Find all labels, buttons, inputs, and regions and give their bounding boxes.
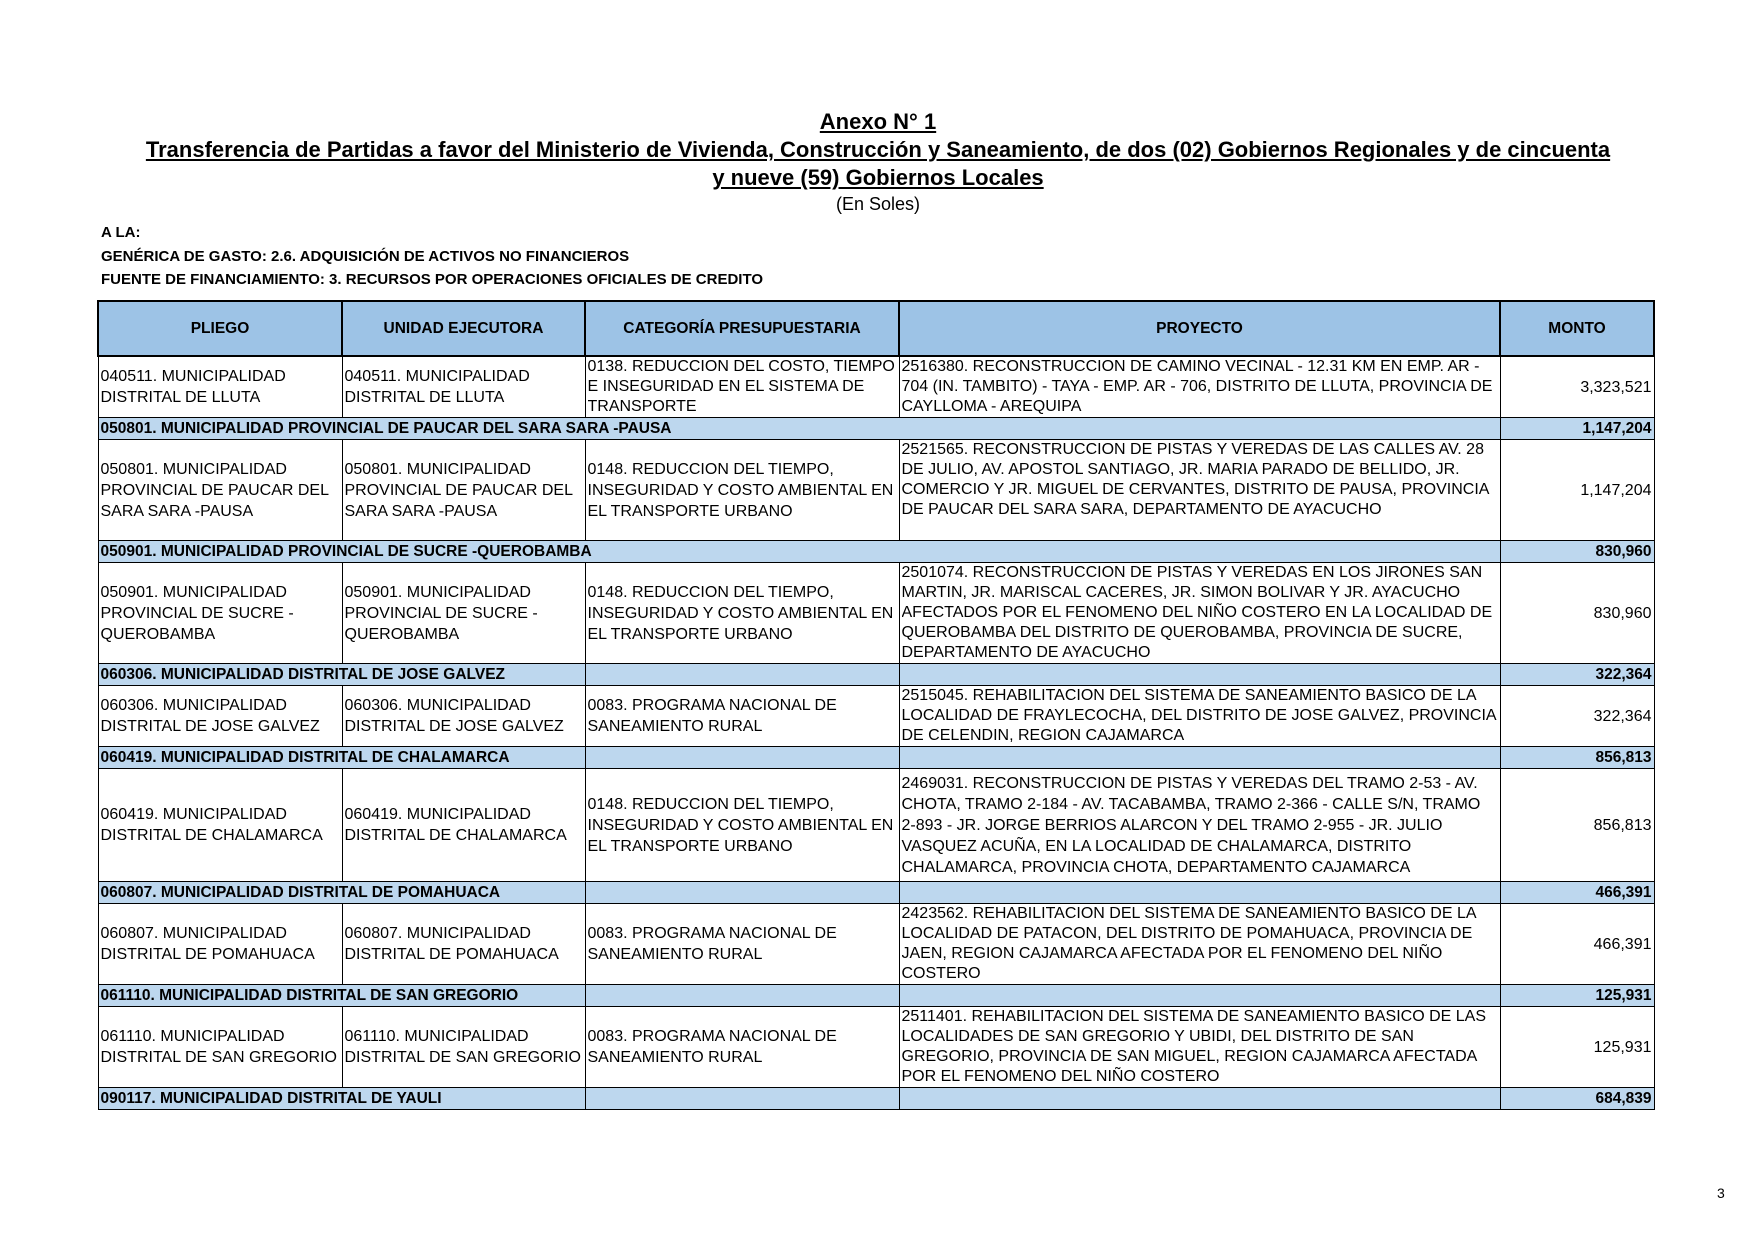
group-label: 060807. MUNICIPALIDAD DISTRITAL DE POMAHUACA <box>98 882 585 904</box>
group-empty-cell <box>585 747 899 769</box>
col-header-monto: MONTO <box>1500 301 1654 356</box>
proyecto-cell <box>899 563 1500 664</box>
pliego-cell: 061110. MUNICIPALIDAD DISTRITAL DE SAN GREGORIO <box>98 1007 342 1088</box>
group-label: 061110. MUNICIPALIDAD DISTRITAL DE SAN GREGORIO <box>98 985 585 1007</box>
pliego-cell: 050801. MUNICIPALIDAD PROVINCIAL DE PAUCAR DEL SARA SARA -PAUSA <box>98 440 342 541</box>
group-row <box>98 747 1654 769</box>
unidad-cell: 060807. MUNICIPALIDAD DISTRITAL DE POMAHUACA <box>342 904 585 985</box>
group-monto: 322,364 <box>1500 664 1654 686</box>
currency-note: (En Soles) <box>835 194 921 214</box>
monto-cell: 856,813 <box>1500 769 1654 882</box>
proyecto-cell <box>899 356 1500 418</box>
monto-cell: 3,323,521 <box>1500 356 1654 418</box>
group-label: 060419. MUNICIPALIDAD DISTRITAL DE CHALAMARCA <box>98 747 585 769</box>
col-header-pliego: PLIEGO <box>98 301 342 356</box>
group-row <box>98 418 1654 440</box>
budget-meta <box>101 221 763 292</box>
group-row <box>98 664 1654 686</box>
fuente-de-financiamiento: FUENTE DE FINANCIAMIENTO: 3. RECURSOS POR OPERACIONES OFICIALES DE CREDITO <box>101 271 764 288</box>
document-title <box>98 108 1658 216</box>
title-line-2: y nueve (59) Gobiernos Locales <box>712 165 1044 190</box>
group-empty-cell <box>585 1088 899 1110</box>
group-row <box>98 882 1654 904</box>
proyecto-text: 2501074. RECONSTRUCCION DE PISTAS Y VEREDAS EN LOS JIRONES SAN MARTIN, JR. MARISCAL CACERES, JR. SIMON BOLIVAR Y JR. AYACUCHO AFECTADOS POR EL FENOMENO DEL NIÑO COSTERO EN LA LOCALIDAD DE QUEROBAMBA DEL DISTRITO DE QUEROBAMBA, PROVINCIA DE SUCRE, DEPARTAMENTO DE AYACUCHO <box>901 564 1493 661</box>
proyecto-text: 2423562. REHABILITACION DEL SISTEMA DE SANEAMIENTO BASICO DE LA LOCALIDAD DE PATACON, DEL DISTRITO DE POMAHUACA, PROVINCIA DE JAEN, REGION CAJAMARCA AFECTADA POR EL FENOMENO DEL NIÑO COSTERO <box>901 905 1476 982</box>
categoria-text: 0138. REDUCCION DEL COSTO, TIEMPO E INSEGURIDAD EN EL SISTEMA DE TRANSPORTE <box>587 358 895 415</box>
group-monto: 856,813 <box>1500 747 1654 769</box>
categoria-cell: 0148. REDUCCION DEL TIEMPO, INSEGURIDAD Y COSTO AMBIENTAL EN EL TRANSPORTE URBANO <box>585 563 899 664</box>
group-label: 050901. MUNICIPALIDAD PROVINCIAL DE SUCRE -QUEROBAMBA <box>98 541 1500 563</box>
categoria-cell <box>585 356 899 418</box>
proyecto-text: 2521565. RECONSTRUCCION DE PISTAS Y VEREDAS DE LAS CALLES AV. 28 DE JULIO, AV. APOSTOL SANTIAGO, JR. MARIA PARADO DE BELLIDO, JR. COMERCIO Y JR. MIGUEL DE CERVANTES, DISTRITO DE PAUSA, PROVINCIA DE PAUCAR DEL SARA SARA, DEPARTAMENTO DE AYACUCHO <box>901 441 1489 518</box>
table-row <box>98 563 1654 664</box>
proyecto-text: 2515045. REHABILITACION DEL SISTEMA DE SANEAMIENTO BASICO DE LA LOCALIDAD DE FRAYLECOCHA, DEL DISTRITO DE JOSE GALVEZ, PROVINCIA DE CELENDIN, REGION CAJAMARCA <box>901 687 1496 744</box>
unidad-cell: 060306. MUNICIPALIDAD DISTRITAL DE JOSE GALVEZ <box>342 686 585 747</box>
monto-cell: 125,931 <box>1500 1007 1654 1088</box>
group-label: 050801. MUNICIPALIDAD PROVINCIAL DE PAUCAR DEL SARA SARA -PAUSA <box>98 418 1500 440</box>
group-label: 060306. MUNICIPALIDAD DISTRITAL DE JOSE GALVEZ <box>98 664 585 686</box>
col-header-unidad-ejecutora: UNIDAD EJECUTORA <box>342 301 585 356</box>
proyecto-cell <box>899 904 1500 985</box>
group-empty-cell <box>899 664 1500 686</box>
title-line-1: Transferencia de Partidas a favor del Ministerio de Vivienda, Construcción y Saneamiento, de dos (02) Gobiernos Regionales y de cincuenta <box>145 137 1611 162</box>
unidad-cell: 040511. MUNICIPALIDAD DISTRITAL DE LLUTA <box>342 356 585 418</box>
table-row <box>98 686 1654 747</box>
pliego-cell: 050901. MUNICIPALIDAD PROVINCIAL DE SUCRE - QUEROBAMBA <box>98 563 342 664</box>
table-row <box>98 1007 1654 1088</box>
group-monto: 1,147,204 <box>1500 418 1654 440</box>
proyecto-cell <box>899 1007 1500 1088</box>
table-row <box>98 440 1654 541</box>
categoria-cell: 0148. REDUCCION DEL TIEMPO, INSEGURIDAD Y COSTO AMBIENTAL EN EL TRANSPORTE URBANO <box>585 440 899 541</box>
group-label: 090117. MUNICIPALIDAD DISTRITAL DE YAULI <box>98 1088 585 1110</box>
unidad-cell: 050901. MUNICIPALIDAD PROVINCIAL DE SUCRE - QUEROBAMBA <box>342 563 585 664</box>
group-empty-cell <box>585 664 899 686</box>
col-header-categoria: CATEGORÍA PRESUPUESTARIA <box>585 301 899 356</box>
proyecto-cell: 2469031. RECONSTRUCCION DE PISTAS Y VEREDAS DEL TRAMO 2-53 - AV. CHOTA, TRAMO 2-184 - AV. TACABAMBA, TRAMO 2-366 - CALLE S/N, TRAMO 2-893 - JR. JORGE BERRIOS ALARCON Y DEL TRAMO 2-955 - JR. JULIO VASQUEZ ACUÑA, EN LA LOCALIDAD DE CHALAMARCA, DISTRITO CHALAMARCA, PROVINCIA CHOTA, DEPARTAMENTO CAJAMARCA <box>899 769 1500 882</box>
generica-de-gasto: GENÉRICA DE GASTO: 2.6. ADQUISICIÓN DE ACTIVOS NO FINANCIEROS <box>101 247 630 265</box>
proyecto-cell <box>899 686 1500 747</box>
categoria-cell: 0083. PROGRAMA NACIONAL DE SANEAMIENTO RURAL <box>585 686 899 747</box>
table-row <box>98 769 1654 882</box>
transfer-table <box>97 300 1655 1110</box>
group-row <box>98 985 1654 1007</box>
group-empty-cell <box>899 747 1500 769</box>
group-monto: 125,931 <box>1500 985 1654 1007</box>
group-empty-cell <box>585 882 899 904</box>
pliego-cell: 040511. MUNICIPALIDAD DISTRITAL DE LLUTA <box>98 356 342 418</box>
unidad-cell: 060419. MUNICIPALIDAD DISTRITAL DE CHALAMARCA <box>342 769 585 882</box>
proyecto-cell <box>899 440 1500 541</box>
group-empty-cell <box>585 985 899 1007</box>
monto-cell: 322,364 <box>1500 686 1654 747</box>
monto-cell: 1,147,204 <box>1500 440 1654 541</box>
a-la-label: A LA: <box>101 224 141 241</box>
proyecto-text: 2511401. REHABILITACION DEL SISTEMA DE SANEAMIENTO BASICO DE LAS LOCALIDADES DE SAN GREGORIO Y UBIDI, DEL DISTRITO DE SAN GREGORIO, PROVINCIA DE SAN MIGUEL, REGION CAJAMARCA AFECTADA POR EL FENOMENO DEL NIÑO COSTERO <box>901 1008 1486 1085</box>
categoria-cell: 0083. PROGRAMA NACIONAL DE SANEAMIENTO RURAL <box>585 904 899 985</box>
annex-title: Anexo N° 1 <box>819 109 937 134</box>
page-number: 3 <box>1717 1185 1725 1201</box>
unidad-cell: 061110. MUNICIPALIDAD DISTRITAL DE SAN GREGORIO <box>342 1007 585 1088</box>
monto-cell: 830,960 <box>1500 563 1654 664</box>
categoria-cell: 0148. REDUCCION DEL TIEMPO, INSEGURIDAD Y COSTO AMBIENTAL EN EL TRANSPORTE URBANO <box>585 769 899 882</box>
unidad-cell: 050801. MUNICIPALIDAD PROVINCIAL DE PAUCAR DEL SARA SARA -PAUSA <box>342 440 585 541</box>
group-monto: 466,391 <box>1500 882 1654 904</box>
table-row <box>98 904 1654 985</box>
table-header-row <box>98 301 1654 356</box>
group-monto: 830,960 <box>1500 541 1654 563</box>
group-empty-cell <box>899 1088 1500 1110</box>
group-empty-cell <box>899 985 1500 1007</box>
proyecto-text: 2516380. RECONSTRUCCION DE CAMINO VECINAL - 12.31 KM EN EMP. AR - 704 (IN. TAMBITO) - TAYA - EMP. AR - 706, DISTRITO DE LLUTA, PROVINCIA DE CAYLLOMA - AREQUIPA <box>901 358 1493 415</box>
pliego-cell: 060419. MUNICIPALIDAD DISTRITAL DE CHALAMARCA <box>98 769 342 882</box>
pliego-cell: 060306. MUNICIPALIDAD DISTRITAL DE JOSE GALVEZ <box>98 686 342 747</box>
group-empty-cell <box>899 882 1500 904</box>
table-row <box>98 356 1654 418</box>
group-row <box>98 1088 1654 1110</box>
group-row <box>98 541 1654 563</box>
group-monto: 684,839 <box>1500 1088 1654 1110</box>
col-header-proyecto: PROYECTO <box>899 301 1500 356</box>
categoria-cell: 0083. PROGRAMA NACIONAL DE SANEAMIENTO RURAL <box>585 1007 899 1088</box>
monto-cell: 466,391 <box>1500 904 1654 985</box>
pliego-cell: 060807. MUNICIPALIDAD DISTRITAL DE POMAHUACA <box>98 904 342 985</box>
